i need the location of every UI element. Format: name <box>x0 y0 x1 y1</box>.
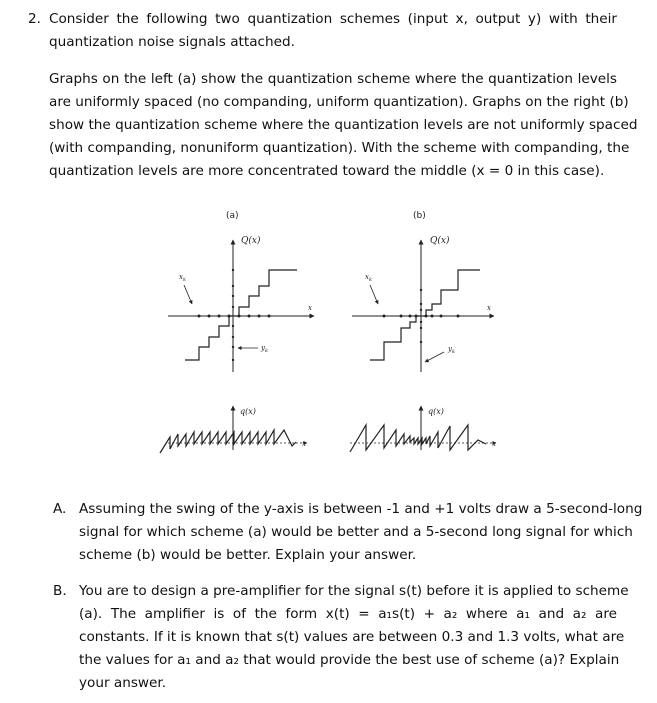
panel-a-yk-label: $y_k$ <box>261 344 268 354</box>
paragraph-line-2: are uniformly spaced (no companding, uniform quantization). Graphs on the right (b) <box>49 94 629 110</box>
question-intro-line-1: Consider the following two quantization schemes (input x, output y) with their <box>49 11 617 27</box>
panel-a-noise-sawtooth <box>160 430 296 453</box>
panel-b-quantizer-graph <box>352 235 494 372</box>
panel-a-label: (a) <box>226 211 239 221</box>
paragraph-line-5: quantization levels are more concentrated toward the middle (x = 0 in this case). <box>49 163 605 179</box>
panel-a-quantizer-graph <box>168 235 314 372</box>
part-b-line-3: constants. If it is known that s(t) values are between 0.3 and 1.3 volts, what are <box>79 629 625 645</box>
part-b-line-2: (a). The amplifier is of the form x(t) = a₁s(t) + a₂ where a₁ and a₂ are <box>79 606 617 622</box>
panel-b-xk-label: $x_k$ <box>365 273 372 283</box>
part-a-line-1: Assuming the swing of the y-axis is between -1 and +1 volts draw a 5-second-long <box>79 501 643 517</box>
part-a-line-3: scheme (b) would be better. Explain your answer. <box>79 547 417 563</box>
panel-a-q-label: Q(x) <box>241 236 261 246</box>
panel-a-xk-label: $x_k$ <box>179 273 186 283</box>
panel-a-noise-graph <box>160 406 307 453</box>
panel-b-xk-pointer <box>370 285 378 304</box>
panel-a-noise-label: q(x) <box>240 407 256 416</box>
panel-b-q-label: Q(x) <box>430 236 450 246</box>
part-b-line-4: the values for a₁ and a₂ that would provide the best use of scheme (a)? Explain <box>79 652 620 668</box>
part-b-line-1: You are to design a pre-amplifier for the signal s(t) before it is applied to scheme <box>79 583 629 599</box>
panel-b-noise-x-label: x <box>492 440 496 448</box>
part-b-letter: B. <box>53 583 67 599</box>
panel-a-xk-pointer <box>184 285 192 304</box>
paragraph-line-3: show the quantization scheme where the quantization levels are not uniformly spaced <box>49 117 638 133</box>
panel-b-noise-sawtooth <box>350 425 486 452</box>
panel-b-label: (b) <box>413 211 426 221</box>
paragraph-line-1: Graphs on the left (a) show the quantization scheme where the quantization levels <box>49 71 617 87</box>
paragraph-line-4: (with companding, nonuniform quantization). With the scheme with companding, the <box>49 140 630 156</box>
part-a-letter: A. <box>53 501 67 517</box>
panel-a-x-label: x <box>308 304 312 312</box>
part-a-line-2: signal for which scheme (a) would be better and a 5-second long signal for which <box>79 524 633 540</box>
part-b-line-5: your answer. <box>79 675 167 691</box>
panel-a-staircase <box>185 270 297 360</box>
question-number: 2. <box>28 11 41 27</box>
question-intro-line-2: quantization noise signals attached. <box>49 34 295 50</box>
panel-b-noise-label: q(x) <box>428 407 444 416</box>
panel-b-noise-graph <box>350 406 496 452</box>
panel-b-x-label: x <box>487 304 491 312</box>
panel-b-yk-pointer <box>425 352 444 362</box>
panel-b-yk-label: $y_k$ <box>448 345 455 355</box>
panel-a-noise-x-label: x <box>302 440 306 448</box>
